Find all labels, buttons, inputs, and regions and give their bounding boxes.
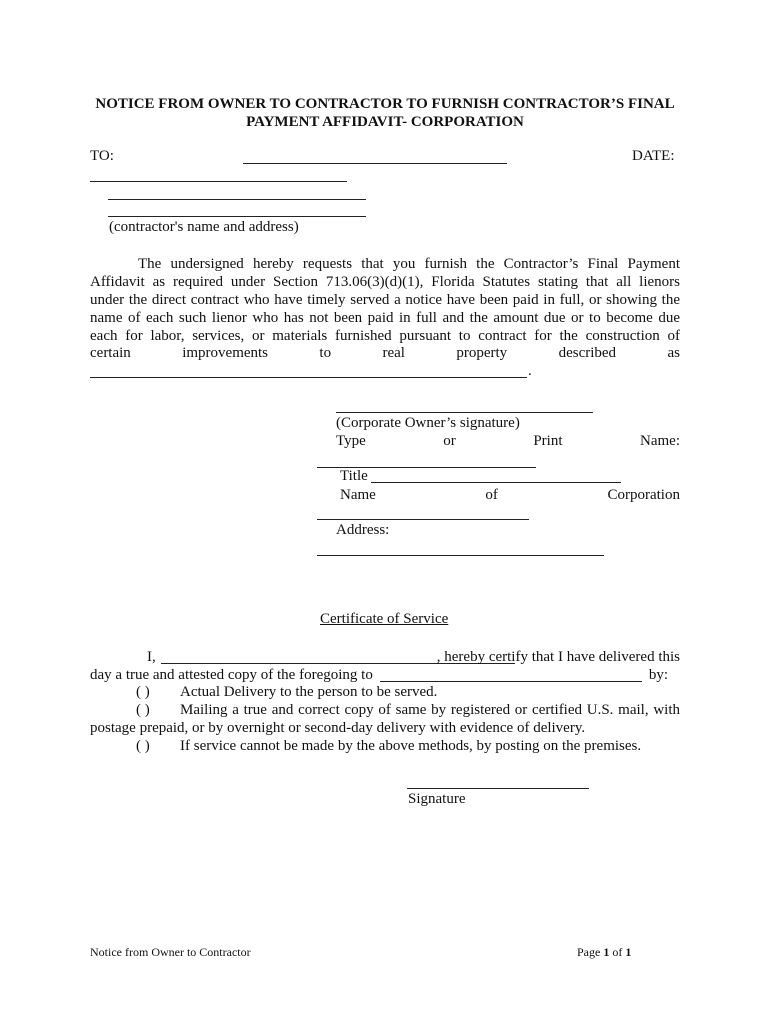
name-of-corp-word: of — [485, 487, 498, 503]
cert-line1-suffix: , hereby certify that I have delivered this — [436, 649, 680, 665]
body-line: each for labor, services, or materials furnished pursuant to contract for the construction of — [90, 328, 680, 344]
type-print-name-row — [336, 433, 680, 450]
body-line: name of each such lienor who has not been paid in full and the amount due or to become due — [90, 310, 680, 326]
option-2-text: Mailing a true and correct copy of same by registered or certified U.S. mail, with — [180, 702, 680, 718]
or-word: or — [443, 433, 456, 449]
body-end-period: . — [528, 363, 532, 379]
option-3-text: If service cannot be made by the above methods, by posting on the premises. — [180, 738, 642, 754]
option-2-checkbox[interactable]: ( ) — [136, 702, 150, 718]
certificate-line-1 — [90, 648, 680, 666]
property-description-line[interactable] — [90, 377, 527, 378]
option-2-continuation: postage prepaid, or by overnight or second-day delivery with evidence of delivery. — [90, 720, 586, 736]
to-blank-line[interactable] — [243, 163, 507, 164]
body-word: improvements — [182, 345, 269, 361]
certificate-signature-line[interactable] — [407, 788, 589, 789]
document-title-line2: PAYMENT AFFIDAVIT- CORPORATION — [246, 114, 524, 130]
owner-signature-label: (Corporate Owner’s signature) — [336, 415, 520, 431]
corporation-name-line[interactable] — [317, 519, 529, 520]
body-word: certain — [90, 345, 131, 361]
date-label: DATE: — [632, 148, 675, 164]
cert-i-prefix: I, — [147, 649, 156, 665]
cert-line2-prefix: day a true and attested copy of the foregoing to — [90, 667, 373, 683]
cert-line2-suffix: by: — [648, 667, 668, 683]
document-title-line1: NOTICE FROM OWNER TO CONTRACTOR TO FURNISH CONTRACTOR’S FINAL — [95, 96, 675, 112]
print-word: Print — [533, 433, 563, 449]
footer-page-number — [577, 945, 631, 960]
recipient-line[interactable] — [380, 681, 642, 682]
certificate-line-2 — [90, 666, 680, 684]
to-label: TO: — [90, 148, 114, 164]
body-last-line — [90, 345, 680, 362]
footer-of-word: of — [612, 945, 623, 959]
request-paragraph — [90, 255, 680, 345]
option-1-checkbox[interactable]: ( ) — [136, 684, 150, 700]
option-1-text: Actual Delivery to the person to be served. — [180, 684, 438, 700]
footer-page-total: 1 — [625, 945, 632, 959]
name-of-corporation-row — [340, 487, 680, 504]
body-line: under the direct contract who have timely served a notice have been paid in full, or showing the — [90, 292, 680, 308]
footer-page-current: 1 — [603, 945, 610, 959]
title-label: Title — [340, 468, 368, 484]
name-word: Name: — [640, 433, 680, 449]
address-label: Address: — [336, 522, 390, 538]
certificate-signature-label: Signature — [408, 791, 466, 807]
type-word: Type — [336, 433, 366, 449]
contractor-address-line-1[interactable] — [90, 181, 347, 182]
body-word: property — [456, 345, 508, 361]
name-of-corp-word: Name — [340, 487, 376, 503]
title-line[interactable] — [371, 482, 621, 483]
body-line: The undersigned hereby requests that you furnish the Contractor’s Final Payment — [138, 256, 680, 272]
owner-signature-line[interactable] — [336, 412, 593, 413]
body-word: as — [667, 345, 680, 361]
footer-page-word: Page — [577, 945, 601, 959]
body-line: Affidavit as required under Section 713.06(3)(d)(1), Florida Statutes stating that all lienors — [90, 274, 680, 290]
address-line[interactable] — [317, 555, 604, 556]
certificate-heading: Certificate of Service — [320, 611, 449, 627]
footer-document-name: Notice from Owner to Contractor — [90, 945, 251, 959]
name-of-corp-word: Corporation — [607, 487, 680, 503]
body-word: to — [319, 345, 332, 361]
contractor-caption: (contractor's name and address) — [109, 219, 299, 235]
body-word: described — [558, 345, 617, 361]
contractor-address-line-2[interactable] — [108, 199, 366, 200]
body-word: real — [382, 345, 405, 361]
option-3-checkbox[interactable]: ( ) — [136, 738, 150, 754]
contractor-address-line-3[interactable] — [108, 216, 366, 217]
